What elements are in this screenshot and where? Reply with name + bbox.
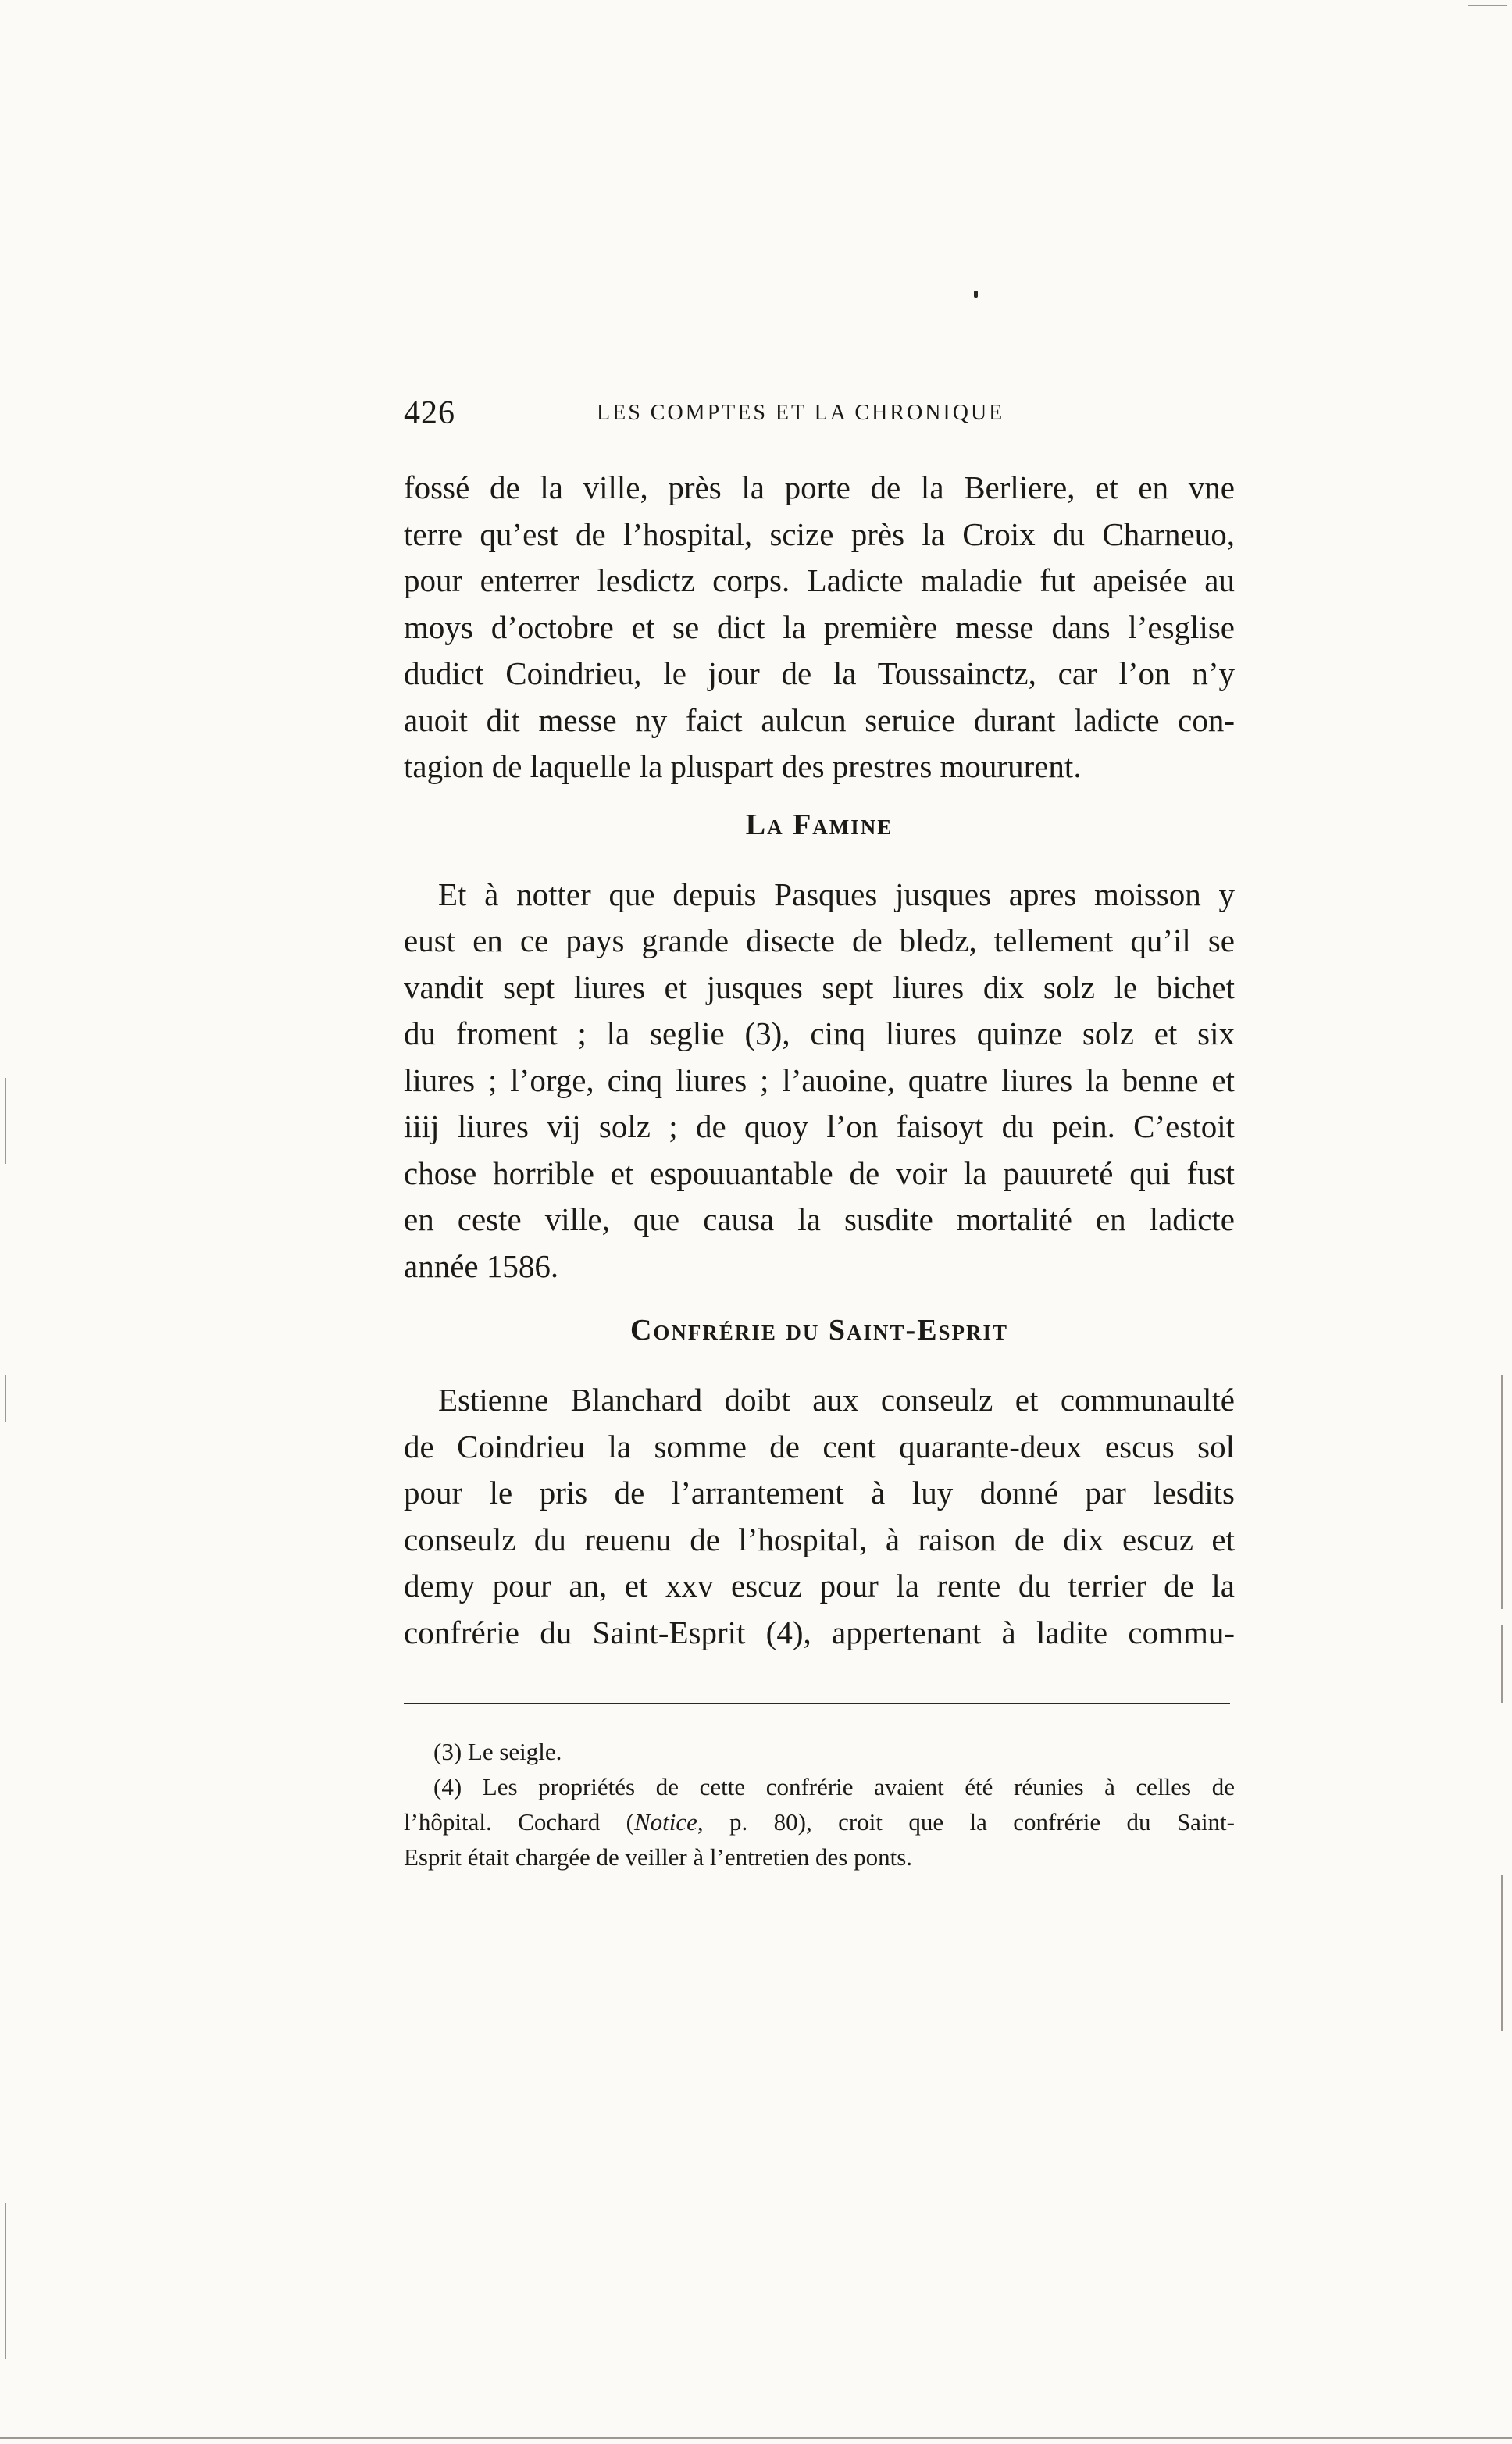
text-line: liures ; l’orge, cinq liures ; l’auoine, quatre liures la benne et (404, 1061, 1235, 1098)
footnote-line: (4) Les propriétés de cette confrérie avaient été réunies à celles de (433, 1773, 1235, 1800)
paragraph-confrerie (404, 1377, 1235, 1656)
scan-edge-right (1501, 1375, 1503, 1609)
text-line: tagion de laquelle la pluspart des prestres moururent. (404, 748, 1082, 784)
footnote-separator (404, 1703, 1230, 1704)
footnote-4 (404, 1769, 1235, 1875)
text-line: en ceste ville, que causa la susdite mortalité en ladicte (404, 1201, 1235, 1237)
text-line: moys d’octobre et se dict la première messe dans l’esglise (404, 608, 1235, 645)
text-line: demy pour an, et xxv escuz pour la rente du terrier de la (404, 1568, 1235, 1604)
text-line: du froment ; la seglie (3), cinq liures quinze solz et six (404, 1015, 1235, 1051)
text-line: Et à notter que depuis Pasques jusques apres moisson y (438, 876, 1235, 912)
text-line: pour enterrer lesdictz corps. Ladicte maladie fut apeisée au (404, 562, 1235, 598)
text-line: vandit sept liures et jusques sept liures dix solz le bichet (404, 969, 1235, 1005)
page-number: 426 (404, 395, 455, 431)
running-header (404, 394, 1235, 441)
footnote-text: , p. 80), croit que la confrérie du Saint- (697, 1808, 1235, 1836)
scan-edge-bottom (0, 2437, 1512, 2439)
section-heading-famine: La Famine (745, 808, 893, 841)
scan-edge-top (1468, 5, 1507, 6)
scan-edge-left-2 (5, 1375, 6, 1422)
paragraph-famine (404, 872, 1235, 1290)
cited-work-title: Notice (633, 1808, 697, 1836)
footnote-text: l’hôpital. Cochard ( (404, 1808, 634, 1836)
scan-edge-right-3 (1501, 1875, 1503, 2031)
text-line: pour le pris de l’arrantement à luy donné par lesdits (404, 1475, 1235, 1511)
text-line: iiij liures vij solz ; de quoy l’on faisoyt du pein. C’estoit (404, 1108, 1235, 1144)
footnotes (404, 1734, 1235, 1875)
text-line: eust en ce pays grande disecte de bledz, tellement qu’il se (404, 922, 1235, 958)
section-heading-confrerie: Confrérie du Saint-Esprit (629, 1314, 1009, 1347)
text-line: année 1586. (404, 1247, 559, 1284)
text-line: conseulz du reuenu de l’hospital, à raison de dix escuz et (404, 1521, 1235, 1557)
text-line: confrérie du Saint-Esprit (4), appertenant à ladite commu- (404, 1614, 1235, 1650)
text-line: Estienne Blanchard doibt aux conseulz et communaulté (438, 1382, 1235, 1418)
paragraph-plague-end (404, 465, 1235, 790)
scan-edge-left-3 (5, 2203, 6, 2359)
text-line: terre qu’est de l’hospital, scize près la Croix du Charneuo, (404, 516, 1235, 552)
text-line: chose horrible et espouuantable de voir la pauureté qui fust (404, 1154, 1235, 1191)
book-page (404, 394, 1235, 1875)
text-line: fossé de la ville, près la porte de la Berliere, et en vne (404, 469, 1235, 505)
text-line: auoit dit messe ny faict aulcun seruice durant ladicte con- (404, 701, 1235, 738)
text-line: de Coindrieu la somme de cent quarante-deux escus sol (404, 1428, 1235, 1465)
footnote-line (404, 1804, 1235, 1839)
scan-edge-right-2 (1501, 1625, 1503, 1703)
footnote-line: Esprit était chargée de veiller à l’entretien des ponts. (404, 1843, 913, 1871)
scan-edge-left (5, 1078, 6, 1164)
text-line: dudict Coindrieu, le jour de la Toussainctz, car l’on n’y (404, 655, 1235, 691)
ink-speck (974, 291, 978, 298)
footnote-3: (3) Le seigle. (433, 1738, 562, 1765)
running-title: LES COMPTES ET LA CHRONIQUE (597, 401, 1005, 425)
